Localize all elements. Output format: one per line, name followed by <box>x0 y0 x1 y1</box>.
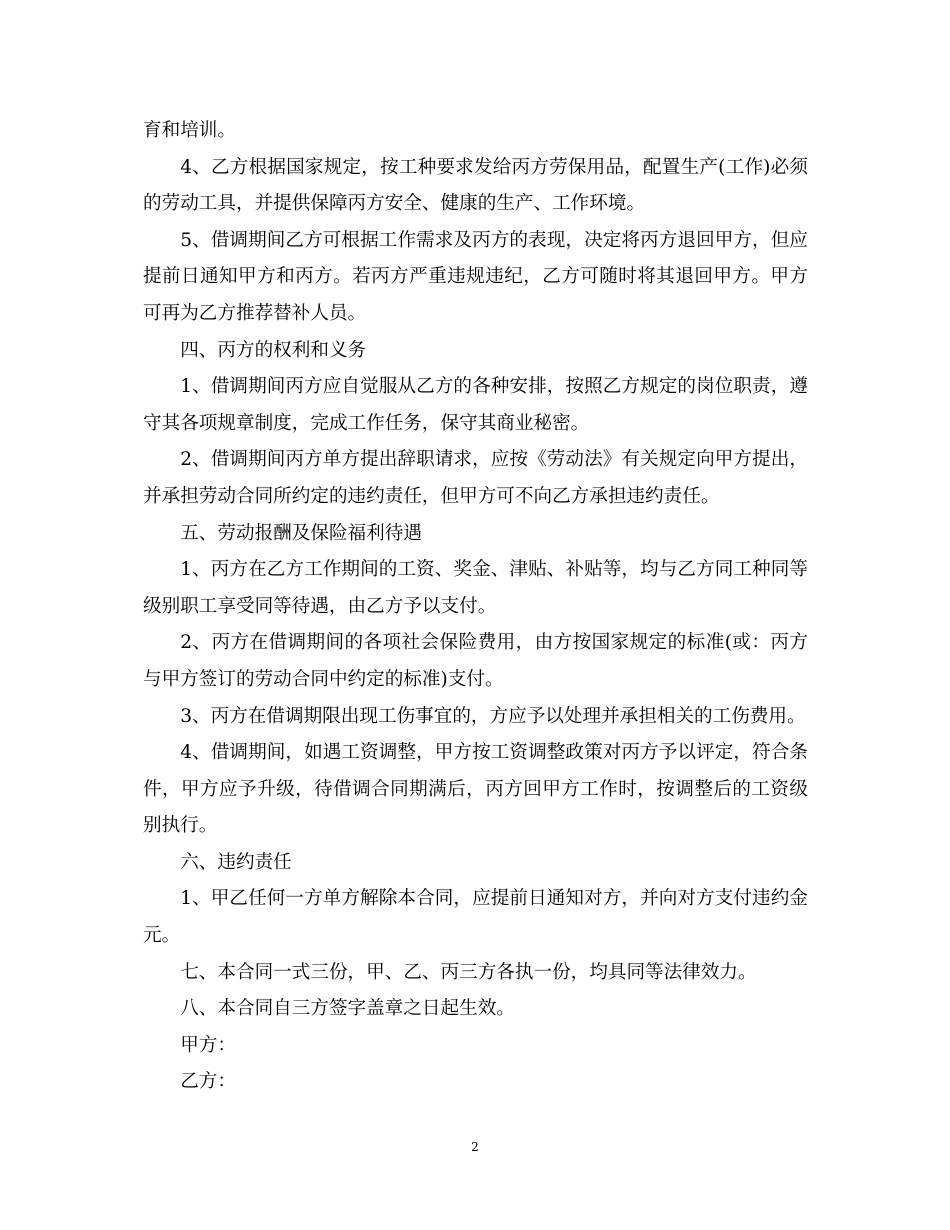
page-number: 2 <box>471 1140 479 1154</box>
paragraph: 3、丙方在借调期限出现工伤事宜的，方应予以处理并承担相关的工伤费用。 <box>180 705 806 727</box>
paragraph: 六、违约责任 <box>180 851 292 873</box>
paragraph: 1、丙方在乙方工作期间的工资、奖金、津贴、补贴等，均与乙方同工种同等级别职工享受同等待遇，由乙方予以支付。 <box>143 559 808 617</box>
paragraph: 四、丙方的权利和义务 <box>180 339 367 361</box>
paragraph: 4、借调期间，如遇工资调整，甲方按工资调整政策对丙方予以评定，符合条件，甲方应予升级，待借调合同期满后，丙方回甲方工作时，按调整后的工资级别执行。 <box>143 742 808 837</box>
paragraph: 八、本合同自三方签字盖章之日起生效。 <box>180 998 515 1020</box>
paragraph: 5、借调期间乙方可根据工作需求及丙方的表现，决定将丙方退回甲方，但应提前日通知甲方和丙方。若丙方严重违规违纪，乙方可随时将其退回甲方。甲方可再为乙方推荐替补人员。 <box>143 229 808 324</box>
paragraph: 甲方： <box>180 1034 236 1056</box>
paragraph: 乙方： <box>180 1071 236 1093</box>
paragraph: 七、本合同一式三份，甲、乙、丙三方各执一份，均具同等法律效力。 <box>180 961 757 983</box>
paragraph: 4、乙方根据国家规定，按工种要求发给丙方劳保用品，配置生产(工作)必须的劳动工具，并提供保障丙方安全、健康的生产、工作环境。 <box>143 156 808 215</box>
paragraph: 2、丙方在借调期间的各项社会保险费用，由方按国家规定的标准(或：丙方与甲方签订的劳动合同中约定的标准)支付。 <box>143 632 808 690</box>
paragraph: 1、甲乙任何一方单方解除本合同，应提前日通知对方，并向对方支付违约金元。 <box>143 888 808 947</box>
paragraph: 2、借调期间丙方单方提出辞职请求，应按《劳动法》有关规定向甲方提出，并承担劳动合同所约定的违约责任，但甲方可不向乙方承担违约责任。 <box>143 449 808 507</box>
paragraph: 育和培训。 <box>143 120 236 141</box>
document-body <box>143 113 808 1101</box>
paragraph: 1、借调期间丙方应自觉服从乙方的各种安排，按照乙方规定的岗位职责，遵守其各项规章制度，完成工作任务，保守其商业秘密。 <box>143 376 808 434</box>
paragraph: 五、劳动报酬及保险福利待遇 <box>180 522 422 544</box>
